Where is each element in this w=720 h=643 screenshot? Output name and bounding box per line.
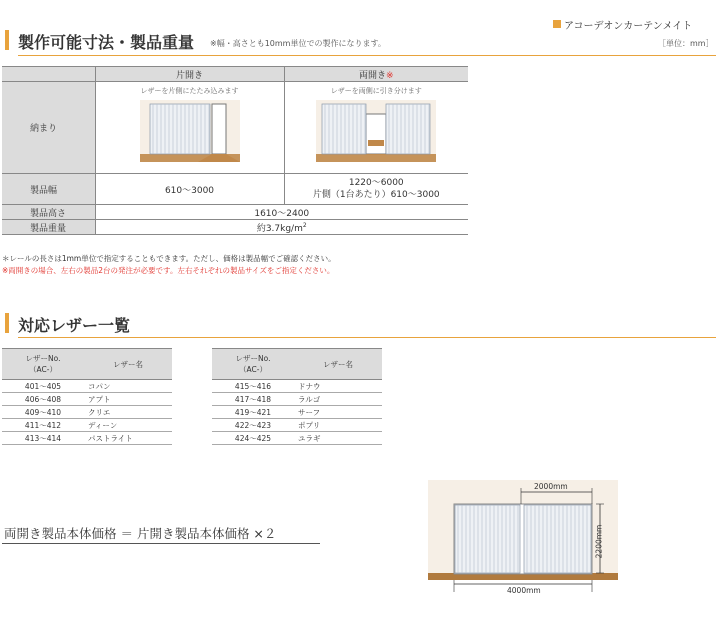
brand-square-icon: [553, 20, 561, 28]
lather-no: 419～421: [212, 406, 294, 419]
lather-no-header: レザーNo. （AC-）: [2, 349, 84, 380]
lather-name: アプト: [84, 393, 172, 406]
section-note: ※幅・高さとも10mm単位での製作になります。: [210, 39, 386, 48]
row-label-width: 製品幅: [2, 174, 95, 205]
formula-underline: [2, 543, 320, 544]
lather-no: 422～423: [212, 419, 294, 432]
lather-row: [2, 393, 172, 406]
rail-note: ＊レールの長さは1mm単位で指定することもできます。ただし、価格は製品幅でご確認ください。: [2, 254, 336, 263]
section-divider: [18, 337, 716, 338]
section-bar: [5, 30, 9, 50]
row-label-fit: 納まり: [2, 82, 95, 174]
section-title-spec: 製作可能寸法・製品重量: [18, 33, 195, 52]
single-door-illustration: [140, 100, 240, 162]
section-bar: [5, 313, 9, 333]
dimension-diagram: [428, 480, 618, 600]
lather-row: [2, 419, 172, 432]
row-label-height: 製品高さ: [2, 205, 95, 220]
lather-row: [212, 380, 382, 393]
lather-row: [2, 380, 172, 393]
lather-name: コパン: [84, 380, 172, 393]
spec-table: [2, 66, 468, 235]
lather-no: 401～405: [2, 380, 84, 393]
row-label-weight: 製品重量: [2, 220, 95, 235]
lather-name: ポプリ: [294, 419, 382, 432]
lather-row: [2, 406, 172, 419]
lather-name: クリエ: [84, 406, 172, 419]
single-caption: レザーを片側にたたみ込みます: [140, 87, 239, 95]
section-title-lather: 対応レザー一覧: [18, 316, 131, 335]
spec-corner: [2, 67, 95, 82]
lather-name: ユラギ: [294, 432, 382, 445]
lather-no: 417～418: [212, 393, 294, 406]
brand-name: アコーデオンカーテンメイト: [564, 21, 693, 32]
double-caption: レザーを両側に引き分けます: [330, 87, 422, 95]
lather-no: 415～416: [212, 380, 294, 393]
double-width-line1: 1220～6000: [348, 178, 404, 188]
double-order-note: ※両開きの場合、左右の製品2台の発注が必要です。左右それぞれの製品サイズをご指定ください。: [2, 266, 335, 275]
lather-table-left: [2, 348, 172, 445]
lather-row: [2, 432, 172, 445]
lather-no: 411～412: [2, 419, 84, 432]
lather-no: 406～408: [2, 393, 84, 406]
lather-table-right: [212, 348, 382, 445]
col-header-single: 片開き: [95, 67, 284, 82]
lather-name-header: レザー名: [84, 349, 172, 380]
lather-row: [212, 432, 382, 445]
lather-name-header: レザー名: [294, 349, 382, 380]
top-dimension-label: 2000mm: [534, 482, 568, 491]
price-formula: 両開き製品本体価格 ＝ 片開き製品本体価格 ×２: [4, 526, 277, 541]
cell-single-fit: [95, 82, 284, 174]
lather-no-header: レザーNo. （AC-）: [212, 349, 294, 380]
lather-name: サーフ: [294, 406, 382, 419]
lather-row: [212, 393, 382, 406]
lather-no: 424～425: [212, 432, 294, 445]
side-dimension-label: 2200mm: [594, 524, 604, 559]
lather-row: [212, 406, 382, 419]
cell-weight: 約$3.7kg/m^2$: [95, 220, 468, 235]
cell-double-width: [284, 174, 468, 205]
lather-name: ラルゴ: [294, 393, 382, 406]
cell-height: 1610～2400: [95, 205, 468, 220]
double-width-line2: 片側（1台あたり）610～3000: [312, 190, 440, 200]
section-divider: [18, 55, 716, 56]
cell-double-fit: [284, 82, 468, 174]
cell-single-width: 610～3000: [95, 174, 284, 205]
lather-no: 409～410: [2, 406, 84, 419]
lather-name: パストライト: [84, 432, 172, 445]
bottom-dimension-label: 4000mm: [507, 586, 541, 595]
lather-no: 413～414: [2, 432, 84, 445]
lather-row: [212, 419, 382, 432]
unit-label: ［単位：mm］: [658, 39, 714, 48]
lather-name: ドナウ: [294, 380, 382, 393]
double-door-illustration: [316, 100, 436, 162]
lather-name: ディーン: [84, 419, 172, 432]
col-header-double: 両開き※: [284, 67, 468, 82]
